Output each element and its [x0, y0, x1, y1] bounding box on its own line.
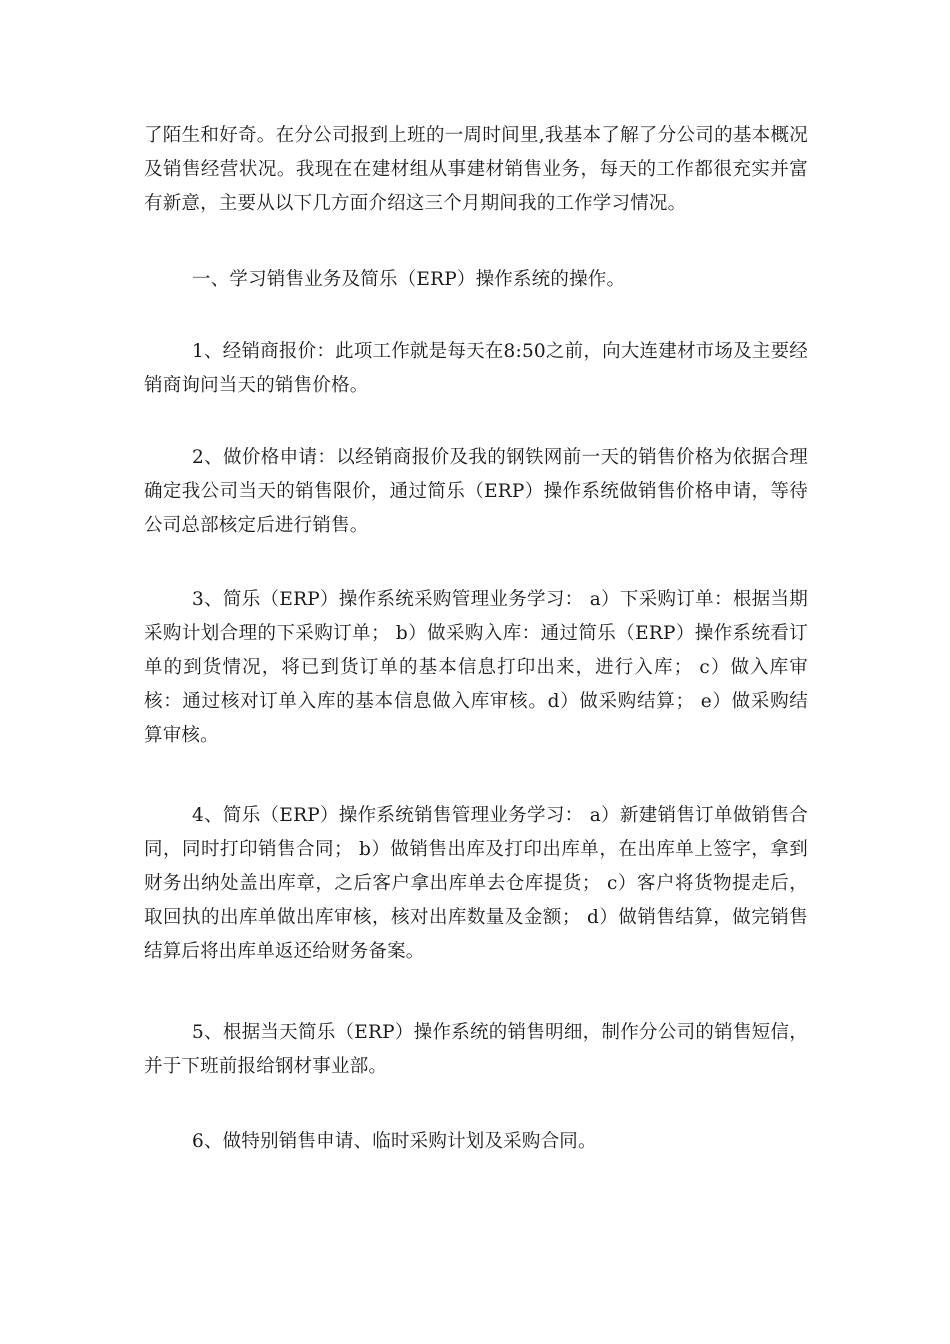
- paragraph-item-5: 5、根据当天简乐（ERP）操作系统的销售明细，制作分公司的销售短信，并于下班前报给钢材事业部。: [144, 1022, 808, 1077]
- paragraph-item-1: 1、经销商报价：此项工作就是每天在8:50之前，向大连建材市场及主要经销商询问当天的销售价格。: [144, 341, 808, 396]
- section-heading-1: 一、学习销售业务及简乐（ERP）操作系统的操作。: [192, 269, 626, 290]
- paragraph-item-2: 2、做价格申请：以经销商报价及我的钢铁网前一天的销售价格为依据合理确定我公司当天的销售限价，通过简乐（ERP）操作系统做销售价格申请，等待公司总部核定后进行销售。: [144, 447, 808, 536]
- paragraph-intro-continuation: 了陌生和好奇。在分公司报到上班的一周时间里,我基本了解了分公司的基本概况及销售经营状况。我现在在建材组从事建材销售业务，每天的工作都很充实并富有新意，主要从以下几方面介绍这三个月期间我的工作学习情况。: [144, 125, 808, 214]
- paragraph-item-3: 3、简乐（ERP）操作系统采购管理业务学习： a）下采购订单：根据当期采购计划合理的下采购订单； b）做采购入库：通过简乐（ERP）操作系统看订单的到货情况，将已到货订单的基本信息打印出来，进行入库； c）做入库审核：通过核对订单入库的基本信息做入库审核。d）做采购结算； e）做采购结算审核。: [144, 589, 808, 746]
- paragraph-item-6: 6、做特别销售申请、临时采购计划及采购合同。: [192, 1131, 597, 1152]
- paragraph-item-4: 4、简乐（ERP）操作系统销售管理业务学习： a）新建销售订单做销售合同，同时打印销售合同； b）做销售出库及打印出库单，在出库单上签字，拿到财务出纳处盖出库章，之后客户拿出库单去仓库提货； c）客户将货物提走后，取回执的出库单做出库审核，核对出库数量及金额； d）做销售结算，做完销售结算后将出库单返还给财务备案。: [144, 805, 808, 962]
